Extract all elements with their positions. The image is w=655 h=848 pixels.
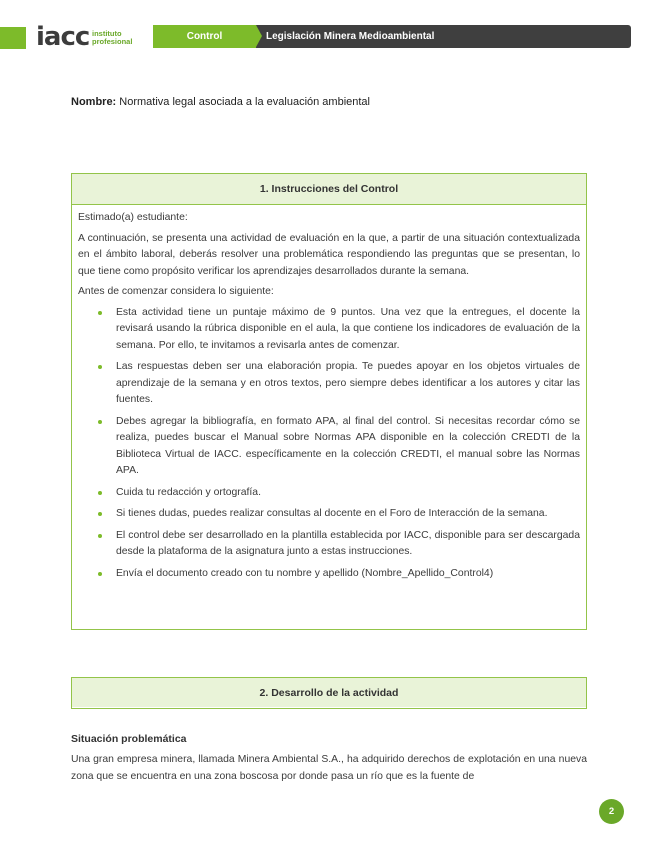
list-item bbox=[78, 566, 580, 583]
list-item-text: Debes agregar la bibliografía, en formato APA, al final del control. Si necesitas recordar cómo se realiza, puedes buscar el Manual sobre Normas APA disponible en la colección CREDTI de la Biblioteca Virtual de IACC. específicamente en la colección CREDTI, el manual sobre las Normas APA. bbox=[116, 415, 580, 476]
list-item bbox=[78, 359, 580, 409]
list-item-text: Esta actividad tiene un puntaje máximo de 9 puntos. Una vez que la entregues, el docente la revisará usando la rúbrica disponible en el aula, la que contiene los indicadores de evaluación de la semana. Por ello, te invitamos a revisarla antes de comenzar. bbox=[116, 306, 580, 351]
development-title: 2. Desarrollo de la actividad bbox=[72, 678, 586, 707]
bullet-icon bbox=[98, 534, 102, 538]
bullet-icon bbox=[98, 420, 102, 424]
logo-subtitle bbox=[92, 30, 132, 46]
instructions-title: 1. Instrucciones del Control bbox=[72, 174, 586, 205]
situation-title: Situación problemática bbox=[71, 733, 187, 745]
name-line bbox=[71, 96, 370, 108]
development-box bbox=[71, 677, 587, 709]
logo-mark bbox=[0, 27, 26, 49]
bullet-icon bbox=[98, 365, 102, 369]
list-item bbox=[78, 528, 580, 561]
list-item bbox=[78, 414, 580, 480]
logo-sub-line-1: instituto bbox=[92, 29, 122, 38]
list-item-text: Las respuestas deben ser una elaboración propia. Te puedes apoyar en los objetos virtuales de aprendizaje de la semana y en otros textos, pero siempre debes identificar a los autores y citar las fuentes. bbox=[116, 361, 580, 405]
header-arrow-icon bbox=[256, 25, 262, 47]
before-text: Antes de comenzar considera lo siguiente: bbox=[78, 286, 274, 297]
instructions-body bbox=[72, 205, 586, 582]
list-item bbox=[78, 305, 580, 355]
course-title: Legislación Minera Medioambiental bbox=[266, 31, 435, 42]
bullet-icon bbox=[98, 311, 102, 315]
bullet-icon bbox=[98, 512, 102, 516]
logo-sub-line-2: profesional bbox=[92, 37, 133, 46]
list-item-text: El control debe ser desarrollado en la plantilla establecida por IACC, disponible para ser descargada desde la plataforma de la asignatura junto a estas instrucciones. bbox=[116, 529, 580, 557]
page-number: 2 bbox=[599, 799, 624, 824]
list-item bbox=[78, 506, 580, 523]
intro-paragraph: A continuación, se presenta una actividad de evaluación en la que, a partir de una situación contextualizada en el ámbito laboral, deberás resolver una problemática respondiendo las preguntas que se presentan, lo que tiene como propósito verificar los aprendizajes desarrollados durante la semana. bbox=[78, 232, 580, 277]
instructions-box bbox=[71, 173, 587, 630]
logo: iacc bbox=[36, 22, 90, 52]
list-item-text: Envía el documento creado con tu nombre y apellido (Nombre_Apellido_Control4) bbox=[116, 567, 494, 579]
greeting: Estimado(a) estudiante: bbox=[78, 212, 188, 223]
list-item bbox=[78, 485, 580, 502]
bullet-icon bbox=[98, 572, 102, 576]
name-value: Normativa legal asociada a la evaluación ambiental bbox=[119, 96, 370, 108]
instructions-list bbox=[78, 305, 580, 583]
bullet-icon bbox=[98, 491, 102, 495]
list-item-text: Si tienes dudas, puedes realizar consultas al docente en el Foro de Interacción de la semana. bbox=[116, 508, 548, 519]
situation-text: Una gran empresa minera, llamada Minera Ambiental S.A., ha adquirido derechos de explotación en una nueva zona que se encuentra en una zona boscosa por donde pasa un río que es la fuente de bbox=[71, 754, 587, 782]
header-tab-control: Control bbox=[153, 25, 256, 48]
name-label: Nombre: bbox=[71, 96, 117, 108]
list-item-text: Cuida tu redacción y ortografía. bbox=[116, 486, 261, 498]
